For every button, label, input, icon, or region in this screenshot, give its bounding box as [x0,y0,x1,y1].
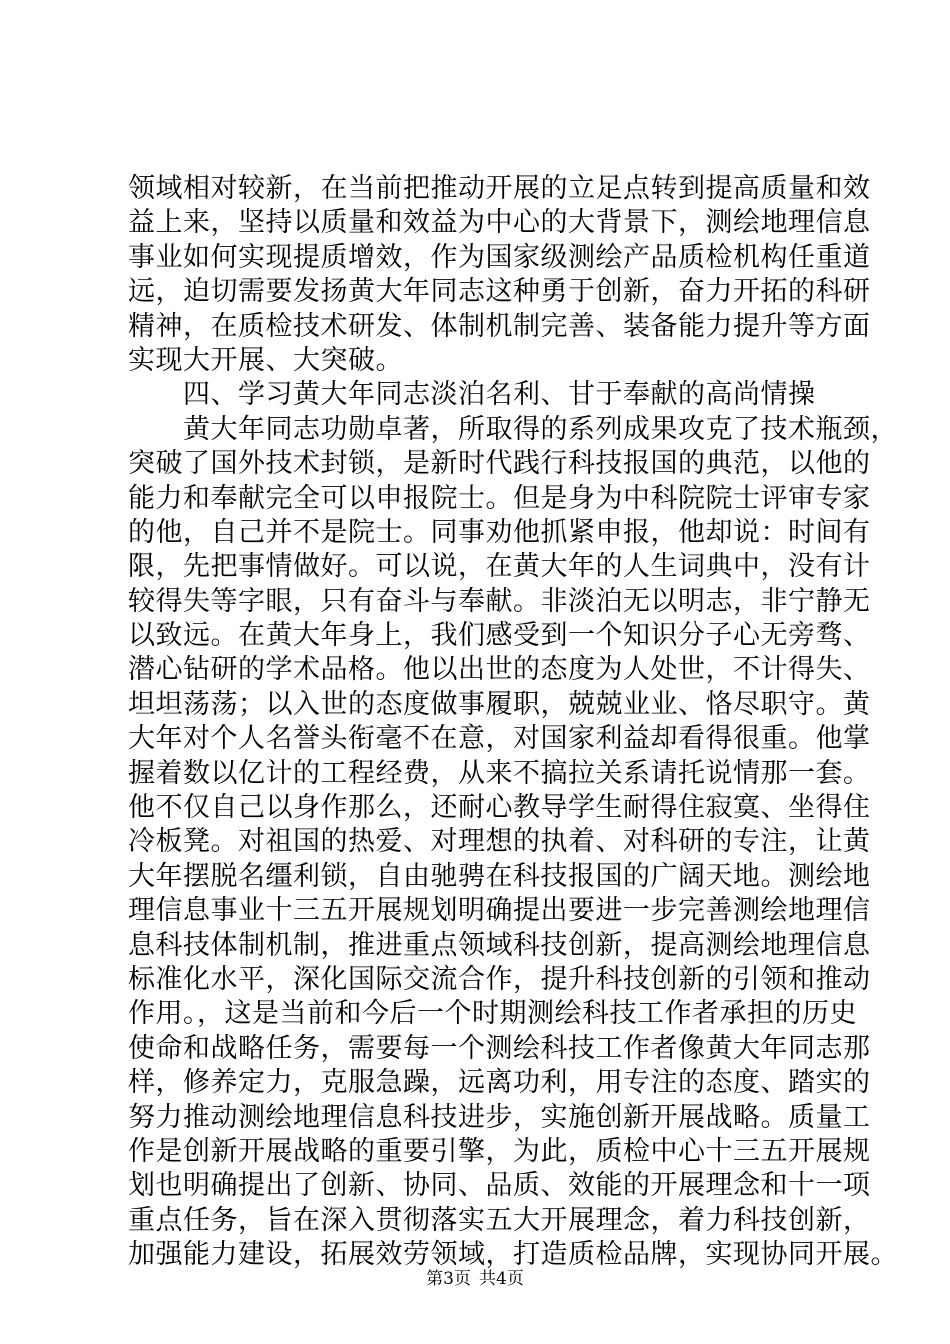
text-line: 以致远。在黄大年身上，我们感受到一个知识分子心无旁骛、 [128,620,871,652]
page-number: 第3页 [426,1269,471,1289]
text-line: 潜心钻研的学术品格。他以出世的态度为人处世，不计得失、 [128,654,871,686]
text-line: 息科技体制机制，推进重点领域科技创新，提高测绘地理信息 [128,929,871,961]
page-footer [0,1268,950,1290]
text-line: 使命和战略任务，需要每一个测绘科技工作者像黄大年同志那 [128,1032,871,1064]
text-line: 努力推动测绘地理信息科技进步，实施创新开展战略。质量工 [128,1101,871,1133]
text-line: 样，修养定力，克服急躁，远离功利，用专注的态度、踏实的 [128,1067,871,1099]
text-line: 理信息事业十三五开展规划明确提出要进一步完善测绘地理信 [128,895,871,927]
text-line: 领域相对较新，在当前把推动开展的立足点转到提高质量和效 [128,173,871,204]
text-line: 冷板凳。对祖国的热爱、对理想的执着、对科研的专注，让黄 [128,826,871,858]
text-line: 标准化水平，深化国际交流合作，提升科技创新的引领和推动 [128,963,871,995]
text-line: 四、学习黄大年同志淡泊名利、甘于奉献的高尚情操 [183,379,816,411]
text-line: 益上来，坚持以质量和效益为中心的大背景下，测绘地理信息 [128,207,871,239]
text-line: 作是创新开展战略的重要引擎，为此，质检中心十三五开展规 [128,1135,871,1167]
text-line: 大年对个人名誉头衔毫不在意，对国家利益却看得很重。他掌 [128,723,871,755]
text-line: 加强能力建设，拓展效劳领域，打造质检品牌，实现协同开展。 [128,1239,898,1271]
text-line: 他不仅自己以身作那么，还耐心教导学生耐得住寂寞、坐得住 [128,792,871,824]
text-line: 坦坦荡荡；以入世的态度做事履职，兢兢业业、恪尽职守。黄 [128,688,871,720]
text-line: 精神，在质检技术研发、体制机制完善、装备能力提升等方面 [128,310,871,342]
text-line: 事业如何实现提质增效，作为国家级测绘产品质检机构任重道 [128,241,871,273]
text-line: 重点任务，旨在深入贯彻落实五大开展理念，着力科技创新， [128,1204,871,1236]
text-line: 突破了国外技术封锁，是新时代践行科技报国的典范，以他的 [128,448,871,480]
text-line: 较得失等字眼，只有奋斗与奉献。非淡泊无以明志，非宁静无 [128,585,871,617]
text-line: 作用。，这是当前和今后一个时期测绘科技工作者承担的历史 [128,998,857,1030]
text-line: 黄大年同志功勋卓著，所取得的系列成果攻克了技术瓶颈， [183,413,898,445]
text-line: 的他，自己并不是院士。同事劝他抓紧申报，他却说：时间有 [128,516,871,548]
text-line: 划也明确提出了创新、协同、品质、效能的开展理念和十一项 [128,1170,871,1202]
text-line: 大年摆脱名缰利锁，自由驰骋在科技报国的广阔天地。测绘地 [128,860,871,892]
text-line: 远，迫切需要发扬黄大年同志这种勇于创新，奋力开拓的科研 [128,276,871,308]
document-body [128,172,898,1273]
text-line: 限，先把事情做好。可以说，在黄大年的人生词典中，没有计 [128,551,871,583]
page-total: 共4页 [479,1269,524,1289]
text-line: 实现大开展、大突破。 [128,344,403,376]
text-line: 握着数以亿计的工程经费，从来不搞拉关系请托说情那一套。 [128,757,871,789]
text-line: 能力和奉献完全可以申报院士。但是身为中科院院士评审专家 [128,482,871,514]
